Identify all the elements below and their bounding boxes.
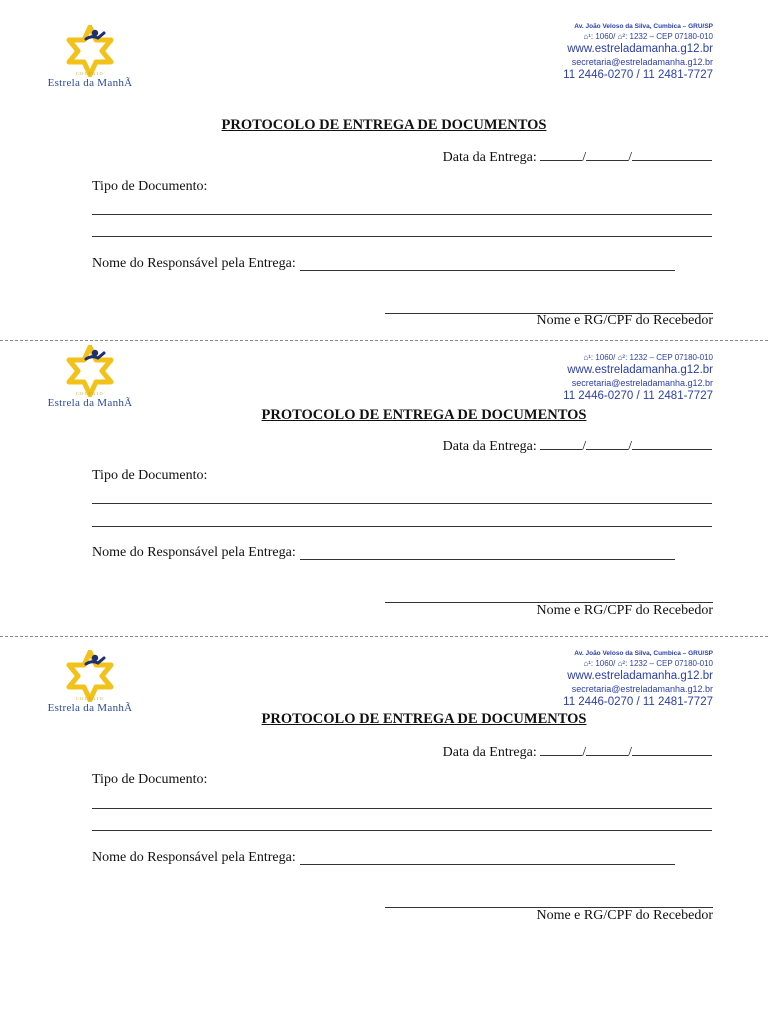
doc-type-line-1[interactable] bbox=[92, 808, 712, 809]
date-label: Data da Entrega: bbox=[442, 745, 537, 760]
telephone: 11 2446-0270 / 11 2481-7727 bbox=[563, 390, 713, 402]
date-month-blank[interactable] bbox=[586, 743, 628, 756]
telephone: 11 2446-0270 / 11 2481-7727 bbox=[563, 69, 713, 81]
school-logo bbox=[42, 650, 138, 720]
date-month-blank[interactable] bbox=[586, 148, 628, 161]
form-title: PROTOCOLO DE ENTREGA DE DOCUMENTOS bbox=[221, 117, 547, 133]
email: secretaria@estreladamanha.g12.br bbox=[571, 57, 713, 67]
date-month-blank[interactable] bbox=[586, 437, 628, 450]
logo-subtitle: COLÉGIO bbox=[75, 71, 105, 76]
star-logo-icon bbox=[64, 650, 116, 702]
logo-subtitle: COLÉGIO bbox=[75, 696, 105, 701]
logo-text: Estrela da ManhÃ bbox=[47, 702, 133, 714]
date-year-blank[interactable] bbox=[632, 437, 712, 450]
responsible-label: Nome do Responsável pela Entrega: bbox=[92, 256, 296, 271]
receiver-label: Nome e RG/CPF do Recebedor bbox=[536, 603, 713, 618]
phone-extensions: ⌂¹: 1060/ ⌂²: 1232 – CEP 07180-010 bbox=[583, 659, 713, 668]
form-title: PROTOCOLO DE ENTREGA DE DOCUMENTOS bbox=[261, 407, 587, 423]
date-day-blank[interactable] bbox=[540, 743, 582, 756]
website: www.estreladamanha.g12.br bbox=[567, 670, 713, 682]
school-logo bbox=[42, 345, 138, 415]
date-year-blank[interactable] bbox=[632, 148, 712, 161]
doc-type-line-2[interactable] bbox=[92, 830, 712, 831]
cut-line-2 bbox=[0, 636, 768, 637]
contact-block bbox=[563, 352, 713, 404]
responsible-label: Nome do Responsável pela Entrega: bbox=[92, 545, 296, 560]
contact-block bbox=[563, 22, 713, 83]
doc-type-line-1[interactable] bbox=[92, 503, 712, 504]
doc-type-line-2[interactable] bbox=[92, 236, 712, 237]
school-logo bbox=[42, 25, 138, 95]
contact-block bbox=[563, 649, 713, 710]
doc-type-line-2[interactable] bbox=[92, 526, 712, 527]
responsible-line[interactable] bbox=[300, 559, 675, 560]
cut-line-1 bbox=[0, 340, 768, 341]
email: secretaria@estreladamanha.g12.br bbox=[571, 378, 713, 388]
responsible-label: Nome do Responsável pela Entrega: bbox=[92, 850, 296, 865]
responsible-line[interactable] bbox=[300, 270, 675, 271]
date-day-blank[interactable] bbox=[540, 148, 582, 161]
date-label: Data da Entrega: bbox=[442, 150, 537, 165]
star-logo-icon bbox=[64, 25, 116, 77]
logo-text: Estrela da ManhÃ bbox=[47, 77, 133, 89]
doc-type-label: Tipo de Documento: bbox=[92, 468, 208, 483]
address: Av. João Veloso da Silva, Cumbica – GRU/SP bbox=[574, 23, 713, 30]
delivery-date: Data da Entrega: / / bbox=[443, 148, 712, 166]
phone-extensions: ⌂¹: 1060/ ⌂²: 1232 – CEP 07180-010 bbox=[583, 32, 713, 41]
receiver-label: Nome e RG/CPF do Recebedor bbox=[536, 313, 713, 328]
delivery-date: Data da Entrega: / / bbox=[443, 743, 712, 761]
delivery-date: Data da Entrega: / / bbox=[443, 437, 712, 455]
responsible-line[interactable] bbox=[300, 864, 675, 865]
doc-type-label: Tipo de Documento: bbox=[92, 772, 208, 787]
form-title: PROTOCOLO DE ENTREGA DE DOCUMENTOS bbox=[261, 711, 587, 727]
logo-text: Estrela da ManhÃ bbox=[47, 397, 133, 409]
telephone: 11 2446-0270 / 11 2481-7727 bbox=[563, 696, 713, 708]
date-year-blank[interactable] bbox=[632, 743, 712, 756]
website: www.estreladamanha.g12.br bbox=[567, 43, 713, 55]
phone-extensions: ⌂¹: 1060/ ⌂²: 1232 – CEP 07180-010 bbox=[583, 353, 713, 362]
receiver-label: Nome e RG/CPF do Recebedor bbox=[536, 908, 713, 923]
address: Av. João Veloso da Silva, Cumbica – GRU/SP bbox=[574, 650, 713, 657]
star-logo-icon bbox=[64, 345, 116, 397]
email: secretaria@estreladamanha.g12.br bbox=[571, 684, 713, 694]
doc-type-label: Tipo de Documento: bbox=[92, 179, 208, 194]
doc-type-line-1[interactable] bbox=[92, 214, 712, 215]
website: www.estreladamanha.g12.br bbox=[567, 364, 713, 376]
logo-subtitle: COLÉGIO bbox=[75, 391, 105, 396]
date-day-blank[interactable] bbox=[540, 437, 582, 450]
date-label: Data da Entrega: bbox=[442, 439, 537, 454]
